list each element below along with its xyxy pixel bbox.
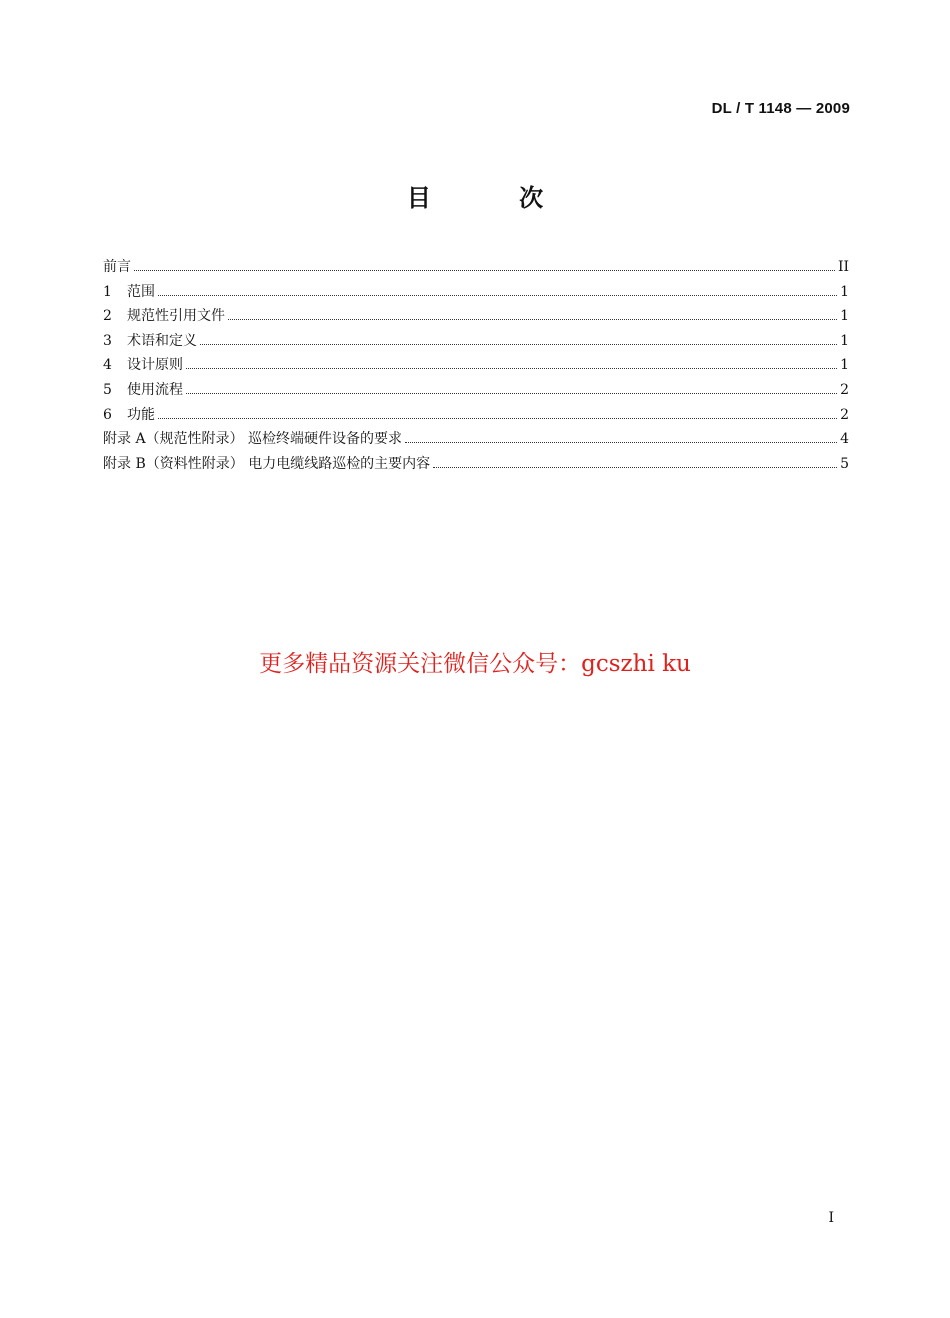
toc-entry-label xyxy=(103,282,155,302)
toc-entry-page: II xyxy=(837,259,849,275)
toc-entry-number: 1 xyxy=(103,283,112,300)
toc-entry-label xyxy=(103,306,225,326)
toc-entry-number: 4 xyxy=(103,357,112,374)
toc-entry-page: 1 xyxy=(840,308,849,325)
table-of-contents xyxy=(103,257,849,478)
toc-entry[interactable] xyxy=(103,331,849,356)
toc-entry[interactable] xyxy=(103,380,849,405)
toc-entry[interactable] xyxy=(103,355,849,380)
toc-leader-dots xyxy=(433,466,837,468)
toc-entry[interactable] xyxy=(103,306,849,331)
toc-leader-dots xyxy=(200,343,837,345)
toc-entry-text: 使用流程 xyxy=(127,381,183,398)
standard-code: DL / T 1148 — 2009 xyxy=(711,100,850,117)
toc-entry-label xyxy=(103,331,197,351)
toc-entry-text: 功能 xyxy=(127,406,155,423)
toc-entry-number: 3 xyxy=(103,332,112,349)
toc-leader-dots xyxy=(405,441,837,443)
toc-entry-appendix-a[interactable] xyxy=(103,429,849,454)
toc-entry-number: 2 xyxy=(103,308,112,325)
toc-entry-appendix-b[interactable] xyxy=(103,454,849,479)
toc-leader-dots xyxy=(228,318,837,320)
toc-entry[interactable] xyxy=(103,405,849,430)
page-number: I xyxy=(828,1210,834,1226)
toc-entry-page: 2 xyxy=(840,381,849,398)
toc-entry-text: 设计原则 xyxy=(127,357,183,374)
toc-entry-label xyxy=(103,405,155,425)
toc-leader-dots xyxy=(158,417,837,419)
toc-entry-label xyxy=(103,355,183,375)
toc-leader-dots xyxy=(186,367,837,369)
toc-entry[interactable] xyxy=(103,257,849,282)
toc-entry[interactable] xyxy=(103,282,849,307)
toc-entry-page: 4 xyxy=(840,431,849,448)
toc-entry-number: 6 xyxy=(103,406,112,423)
page-title: 目 次 xyxy=(406,184,584,212)
toc-entry-page: 2 xyxy=(840,406,849,423)
toc-entry-page: 1 xyxy=(840,283,849,300)
toc-leader-dots xyxy=(158,294,837,296)
toc-entry-text: 规范性引用文件 xyxy=(127,308,225,325)
promo-watermark-text: 更多精品资源关注微信公众号：gcszhi ku xyxy=(259,651,691,677)
toc-entry-label: 前言 xyxy=(103,259,131,275)
toc-entry-page: 1 xyxy=(840,332,849,349)
toc-entry-text: 术语和定义 xyxy=(127,332,197,349)
toc-entry-label xyxy=(103,380,183,400)
toc-leader-dots xyxy=(134,269,835,271)
toc-entry-page: 1 xyxy=(840,357,849,374)
toc-entry-page: 5 xyxy=(840,455,849,472)
toc-leader-dots xyxy=(186,392,837,394)
toc-entry-label: 附录 A（规范性附录） 巡检终端硬件设备的要求 xyxy=(103,431,403,448)
toc-entry-label: 附录 B（资料性附录） 电力电缆线路巡检的主要内容 xyxy=(103,455,431,472)
toc-entry-text: 范围 xyxy=(127,283,155,300)
toc-entry-number: 5 xyxy=(103,381,112,398)
